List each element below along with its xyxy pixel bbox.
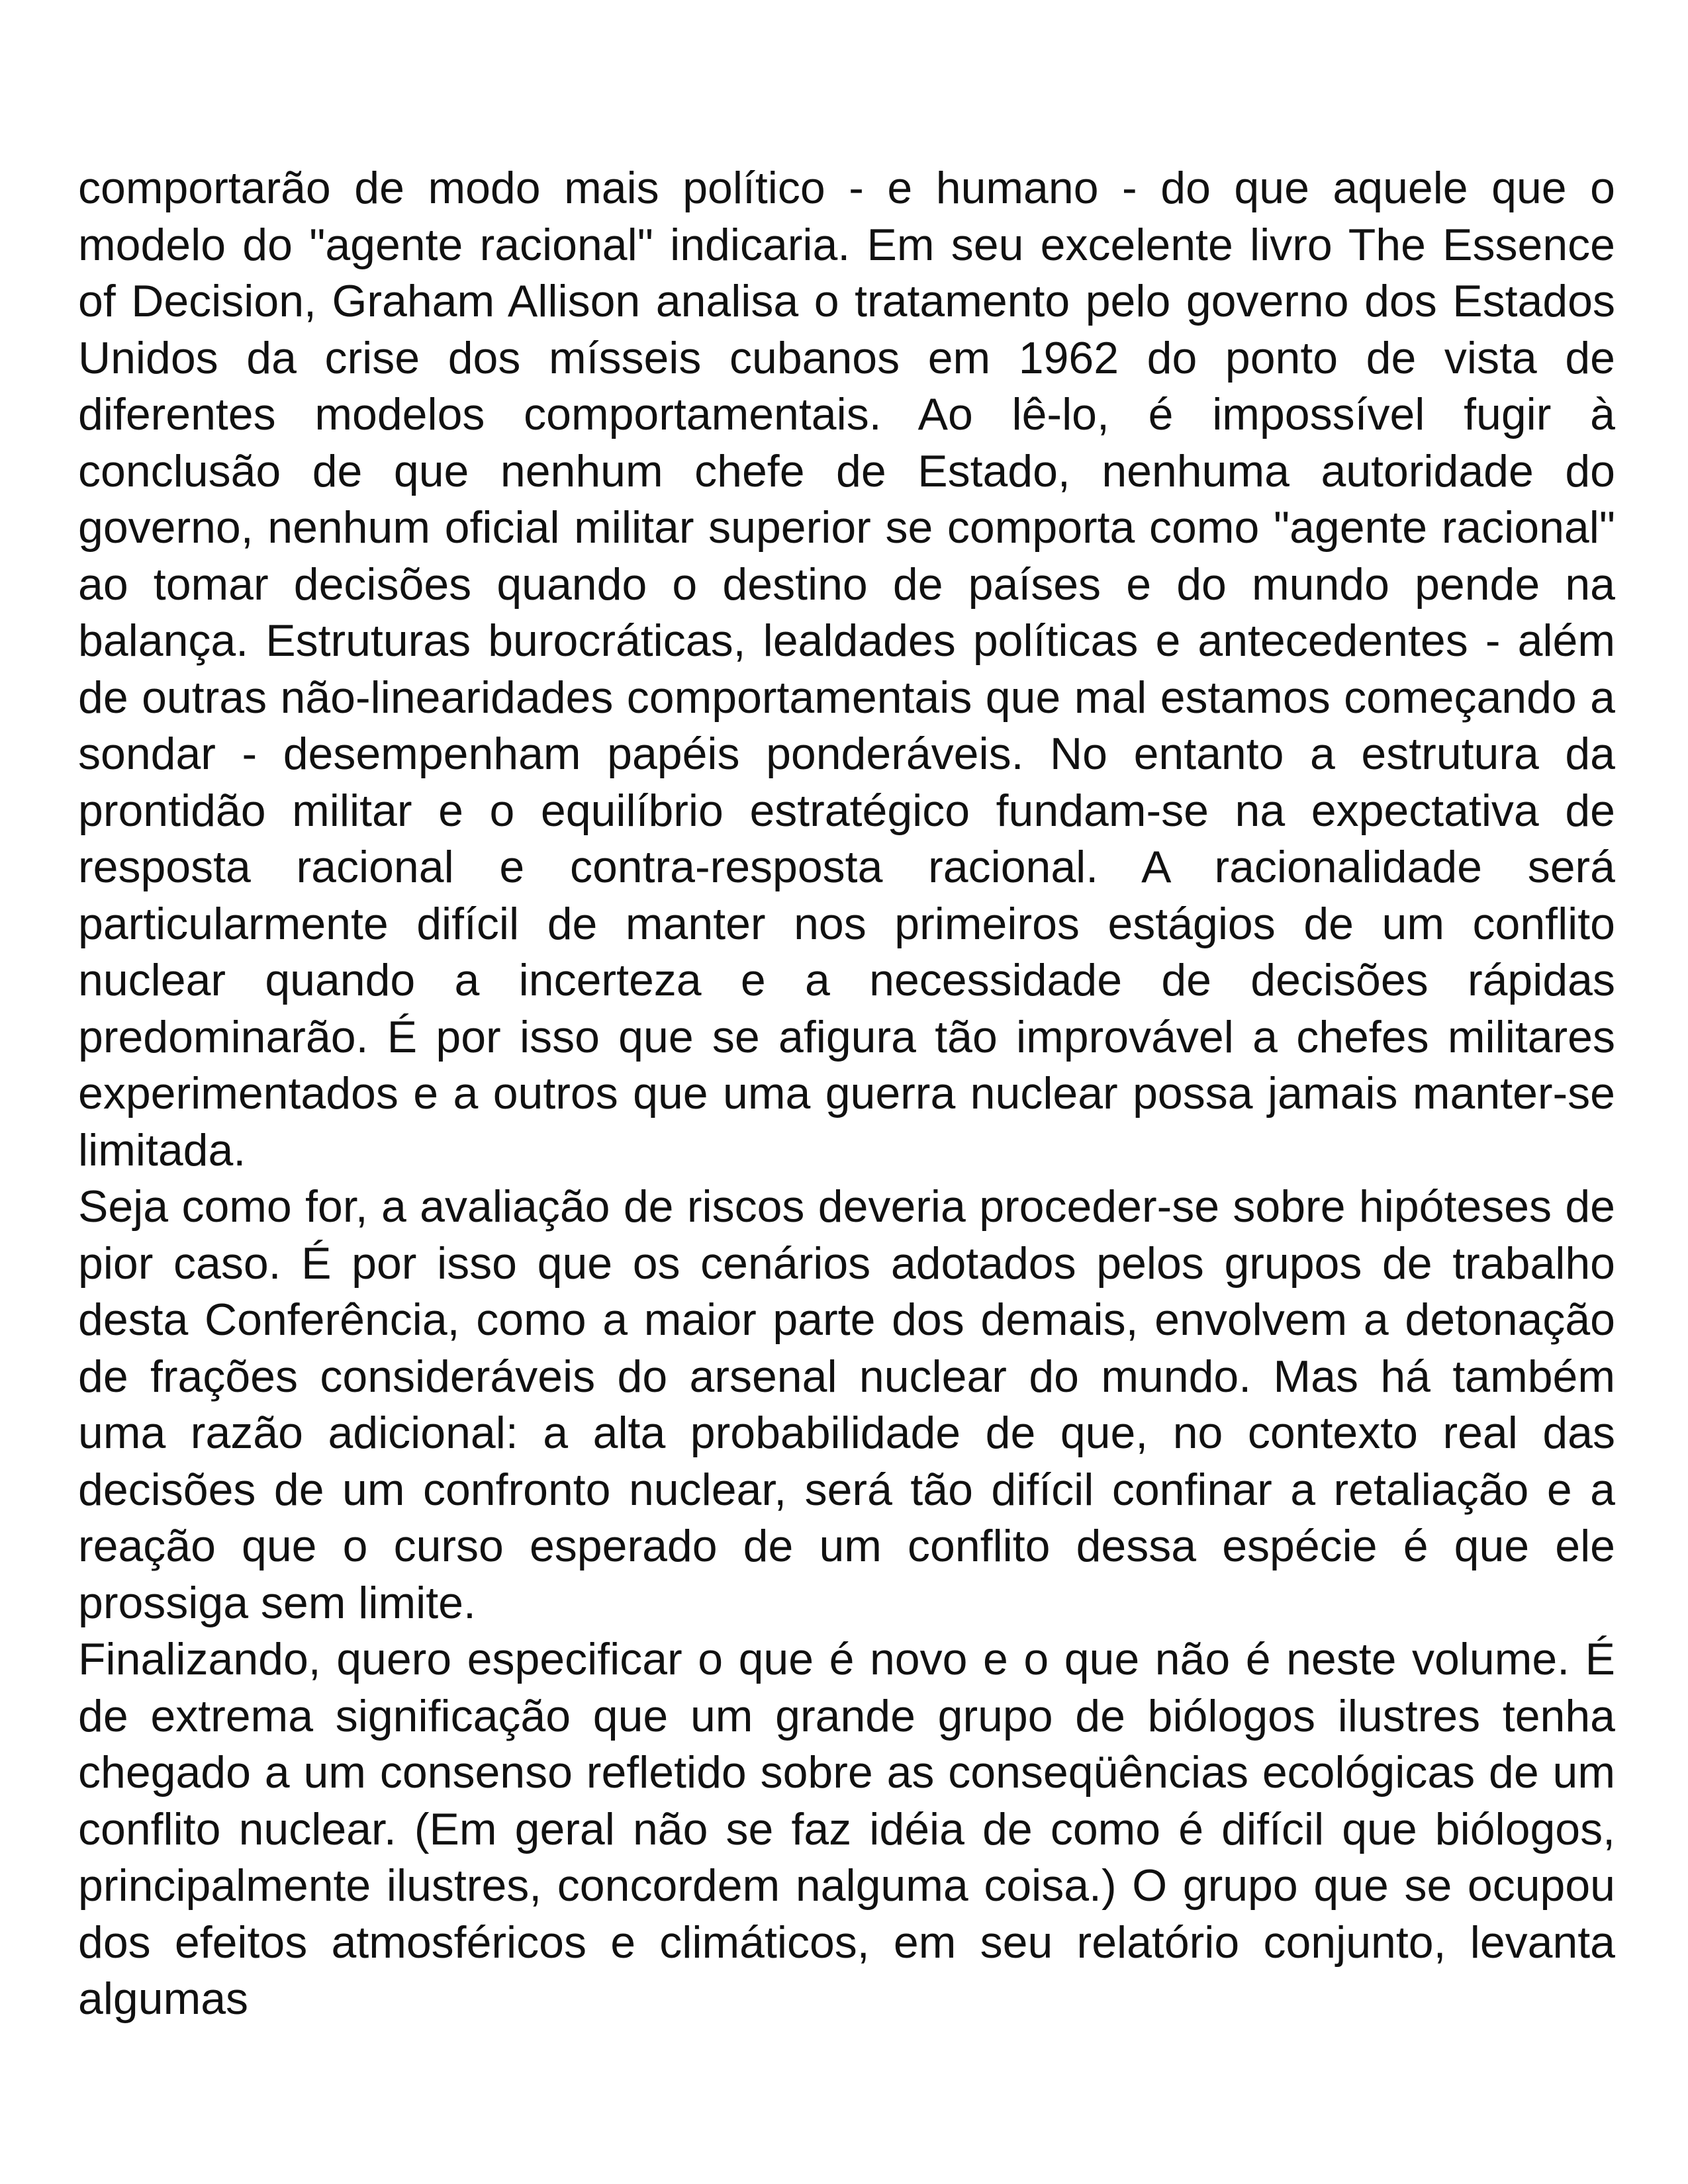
paragraph-3: Finalizando, quero especificar o que é novo e o que não é neste volume. É de extrema significação que um grande grupo de biólogos ilustres tenha chegado a um consenso refletido sobre as conseqüências ecológicas de um conflito nuclear. (Em geral não se faz idéia de como é difícil que biólogos, principalmente ilustres, concordem nalguma coisa.) O grupo que se ocupou dos efeitos atmosféricos e climáticos, em seu relatório conjunto, levanta algumas bbox=[78, 1634, 1615, 2024]
paragraph-1: comportarão de modo mais político - e humano - do que aquele que o modelo do "agente racional" indicaria. Em seu excelente livro The Essence of Decision, Graham Allison analisa o tratamento pelo governo dos Estados Unidos da crise dos mísseis cubanos em 1962 do ponto de vista de diferentes modelos comportamentais. Ao lê-lo, é impossível fugir à conclusão de que nenhum chefe de Estado, nenhuma autoridade do governo, nenhum oficial militar superior se comporta como "agente racional" ao tomar decisões quando o destino de países e do mundo pende na balança. Estruturas burocráticas, lealdades políticas e antecedentes - além de outras não-linearidades comportamentais que mal estamos começando a sondar - desempenham papéis ponderáveis. No entanto a estrutura da prontidão militar e o equilíbrio estratégico fundam-se na expectativa de resposta racional e contra-resposta racional. A racionalidade será particularmente difícil de manter nos primeiros estágios de um conflito nuclear quando a incerteza e a necessidade de decisões rápidas predominarão. É por isso que se afigura tão improvável a chefes militares experimentados e a outros que uma guerra nuclear possa jamais manter-se limitada. bbox=[78, 163, 1615, 1175]
paragraph-2: Seja como for, a avaliação de riscos deveria proceder-se sobre hipóteses de pior caso. É por isso que os cenários adotados pelos grupos de trabalho desta Conferência, como a maior parte dos demais, envolvem a detonação de frações consideráveis do arsenal nuclear do mundo. Mas há também uma razão adicional: a alta probabilidade de que, no contexto real das decisões de um confronto nuclear, será tão difícil confinar a retaliação e a reação que o curso esperado de um conflito dessa espécie é que ele prossiga sem limite. bbox=[78, 1181, 1615, 1628]
body-text bbox=[78, 160, 1615, 2028]
